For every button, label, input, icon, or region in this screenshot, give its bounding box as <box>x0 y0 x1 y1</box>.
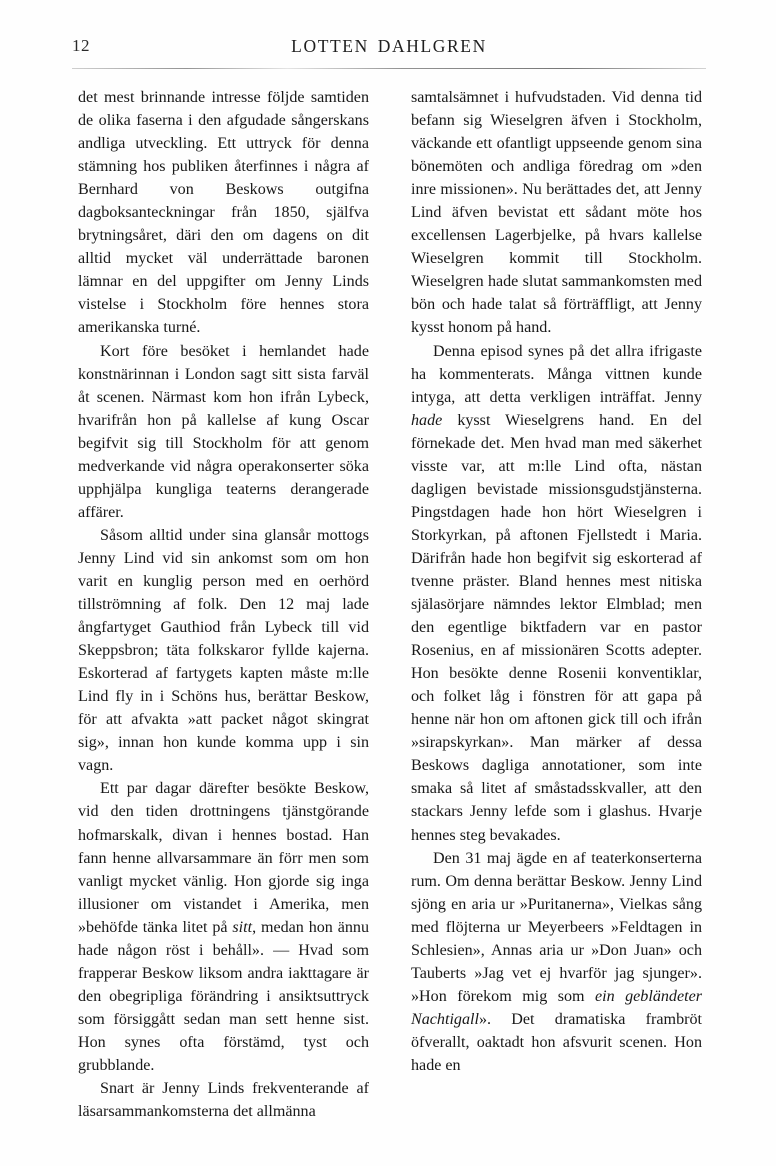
body-text: Kort före besöket i hemlandet hade konstnärinnan i London sagt sitt sista farväl åt scenen. Närmast kom hon ifrån Lybeck, hvarifrån hon på kallelse af kung Oscar begifvit sig till Stockholm för att genom medverkande vid några operakonserter söka upphjälpa kungliga teaterns derangerade affärer. <box>78 342 369 521</box>
body-text: Såsom alltid under sina glansår mottogs Jenny Lind vid sin ankomst som om hon varit en kunglig person med en oerhörd tillströmning af folk. Den 12 maj lade ångfartyget Gauthiod från Lybeck till vid Skeppsbron; täta folkskaror fyllde kajerna. Eskorterad af fartygets kapten måste m:lle Lind fly in i Schöns hus, berättar Beskow, för att afvakta »att packet något skingrat sig», innan hon kunde komma upp i sin vagn. <box>78 526 369 775</box>
text-column-left <box>78 86 369 1123</box>
emphasis-text: sitt <box>232 918 253 936</box>
running-title: LOTTEN DAHLGREN <box>291 36 487 56</box>
text-body <box>78 86 702 1123</box>
header-divider <box>72 68 706 69</box>
paragraph <box>78 340 369 524</box>
running-head <box>72 36 706 64</box>
paragraph <box>78 524 369 778</box>
paragraph <box>78 777 369 1077</box>
body-text: Ett par dagar därefter besökte Beskow, vid den tiden drottningens tjänstgörande hofmarskalk, divan i hennes bostad. Han fann henne allvarsammare än förr men som vanligt mycket vänlig. Hon gjorde sig inga illusioner om vistandet i Amerika, men »behöfde tänka litet på <box>78 780 369 936</box>
body-text: Snart är Jenny Linds frekventerande af läsarsammankomsterna det allmänna <box>78 1080 369 1121</box>
body-text: , medan hon ännu hade någon röst i behåll». — Hvad som frapperar Beskow liksom andra iakttagare är den obegripliga förändring i ansiktsuttryck som försiggått sedan man sett henne sist. Hon synes ofta förstämd, tyst och grubblande. <box>78 918 369 1074</box>
emphasis-text: ein gebländeter Nachtigall <box>411 987 702 1028</box>
paragraph <box>78 1077 369 1123</box>
paragraph <box>411 847 702 1077</box>
body-text: Den 31 maj ägde en af teaterkonserterna rum. Om denna berättar Beskow. Jenny Lind sjöng en aria ur »Puritanerna», Vielkas sång med flöjterna ur Meyerbeers »Feldtagen in Schlesien», Annas aria ur »Don Juan» och Tauberts »Jag vet ej hvarför jag sjunger». »Hon förekom mig som <box>411 849 702 1005</box>
page-number: 12 <box>72 36 90 55</box>
body-text: samtalsämnet i hufvudstaden. Vid denna tid befann sig Wieselgren äfven i Stockholm, väckande ett ofantligt uppseende genom sina bönemöten och andliga föredrag om »den inre missionen». Nu berättades det, att Jenny Lind äfven bevistat ett sådant möte hos excellensen Lagerbjelke, på hvars kallelse Wieselgren kommit till Stockholm. Wieselgren hade slutat sammankomsten med bön och hade talat så förträffligt, att Jenny kysst honom på hand. <box>411 89 702 337</box>
paragraph <box>411 86 702 340</box>
text-column-right <box>411 86 702 1123</box>
body-text: Denna episod synes på det allra ifrigaste ha kommenterats. Många vittnen kunde intyga, att detta verkligen inträffat. Jenny <box>411 342 702 406</box>
body-text: kysst Wieselgrens hand. En del förnekade det. Men hvad man med säkerhet visste var, att m:lle Lind ofta, nästan dagligen bevistade missionsgudstjänsterna. Pingstdagen hade hon hört Wieselgren i Storkyrkan, på aftonen Fjellstedt i Maria. Därifrån hade hon begifvit sig eskorterad af tvenne präster. Bland hennes mest nitiska själasörjare nämndes lektor Elmblad; men den egentlige biktfadern var en pastor Rosenius, en af missionären Scotts adepter. Hon besökte denne Rosenii konventiklar, och folket låg i fönstren för att gapa på henne när hon om aftonen gick till och ifrån »sirapskyrkan». Man märker af dessa Beskows dagliga annotationer, som inte smaka så litet af småstadsskvaller, att den stackars Jenny lefde som i glashus. Hvarje hennes steg bevakades. <box>411 411 702 844</box>
emphasis-text: hade <box>411 411 443 429</box>
paragraph <box>411 340 702 847</box>
body-text: ». Det dramatiska frambröt öfverallt, oaktadt hon afsvurit scenen. Hon hade en <box>411 1010 702 1074</box>
paragraph <box>78 86 369 340</box>
body-text: det mest brinnande intresse följde samtiden de olika faserna i den afgudade sångerskans andliga utveckling. Ett uttryck för denna stämning hos publiken återfinnes i några af Bernhard von Beskows outgifna dagboksanteckningar från 1850, själfva brytningsåret, däri den om dagens on dit alltid mycket väl underrättade baronen lämnar en del uppgifter om Jenny Linds vistelse i Stockholm före hennes stora amerikanska turné. <box>78 89 369 337</box>
